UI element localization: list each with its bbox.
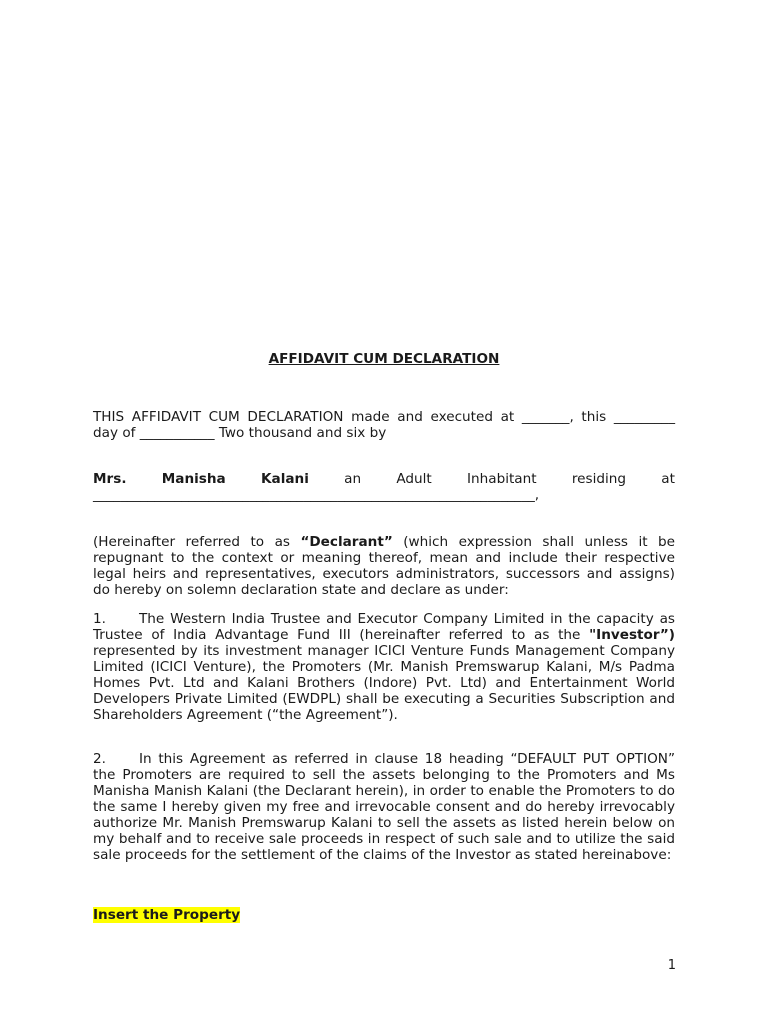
insert-property-highlight: Insert the Property: [93, 907, 241, 923]
declarant-word: Manisha: [161, 471, 226, 487]
insert-property-note: [93, 907, 675, 923]
clause-1-number: 1.: [93, 611, 106, 627]
clause-2-number: 2.: [93, 751, 106, 767]
hereinafter-paragraph: [93, 534, 675, 598]
declarant-name-row: [93, 471, 675, 487]
hereinafter-pre: (Hereinafter referred to as: [93, 534, 301, 550]
page-number: 1: [667, 958, 676, 973]
declarant-paragraph: [93, 471, 675, 503]
intro-paragraph: [93, 409, 675, 441]
declarant-word: residing: [571, 471, 627, 487]
document-title: AFFIDAVIT CUM DECLARATION: [268, 351, 500, 367]
investor-term: "Investor”): [589, 627, 675, 643]
clause-2-text: In this Agreement as referred in clause 18 heading “DEFAULT PUT OPTION” the Promoters are required to sell the assets belonging to the Promoters and Ms Manisha Manish Kalani (the Declarant herein), in order to enable the Promoters to do the same I hereby given my free and irrevocable consent and do hereby irrevocably authorize Mr. Manish Premswarup Kalani to sell the assets as listed herein below on my behalf and to receive sale proceeds in respect of such sale and to utilize the said sale proceeds for the settlement of the claims of the Investor as stated hereinabove:: [93, 751, 675, 863]
declarant-word: at: [661, 471, 675, 487]
clause-1-post: represented by its investment manager ICICI Venture Funds Management Company Limited (ICICI Venture), the Promoters (Mr. Manish Premswarup Kalani, M/s Padma Homes Pvt. Ltd and Kalani Brothers (Indore) Pvt. Ltd) and Entertainment World Developers Private Limited (EWDPL) shall be executing a Securities Subscription and Shareholders Agreement (“the Agreement”).: [93, 643, 675, 723]
hereinafter-post: (which expression shall unless it be repugnant to the context or meaning thereof, mean and include their respective legal heirs and representatives, executors administrators, successors and assigns) do hereby on solemn declaration state and declare as under:: [93, 534, 676, 598]
intro-line-1: THIS AFFIDAVIT CUM DECLARATION made and executed at _______, this _________: [93, 409, 675, 425]
clause-2: [93, 751, 675, 863]
declarant-word: an: [344, 471, 362, 487]
declarant-word: Adult: [396, 471, 432, 487]
intro-line-2: day of ___________ Two thousand and six by: [93, 425, 387, 441]
clause-1-pre: The Western India Trustee and Executor Company Limited in the capacity as Trustee of India Advantage Fund III (hereinafter referred to as the: [93, 611, 675, 643]
declarant-word: Mrs.: [93, 471, 127, 487]
declarant-address-line: _________________________________________________________________,: [93, 487, 540, 503]
declarant-word: Inhabitant: [467, 471, 537, 487]
clause-1: [93, 611, 675, 723]
declarant-term: “Declarant”: [300, 534, 393, 550]
declarant-word: Kalani: [260, 471, 309, 487]
